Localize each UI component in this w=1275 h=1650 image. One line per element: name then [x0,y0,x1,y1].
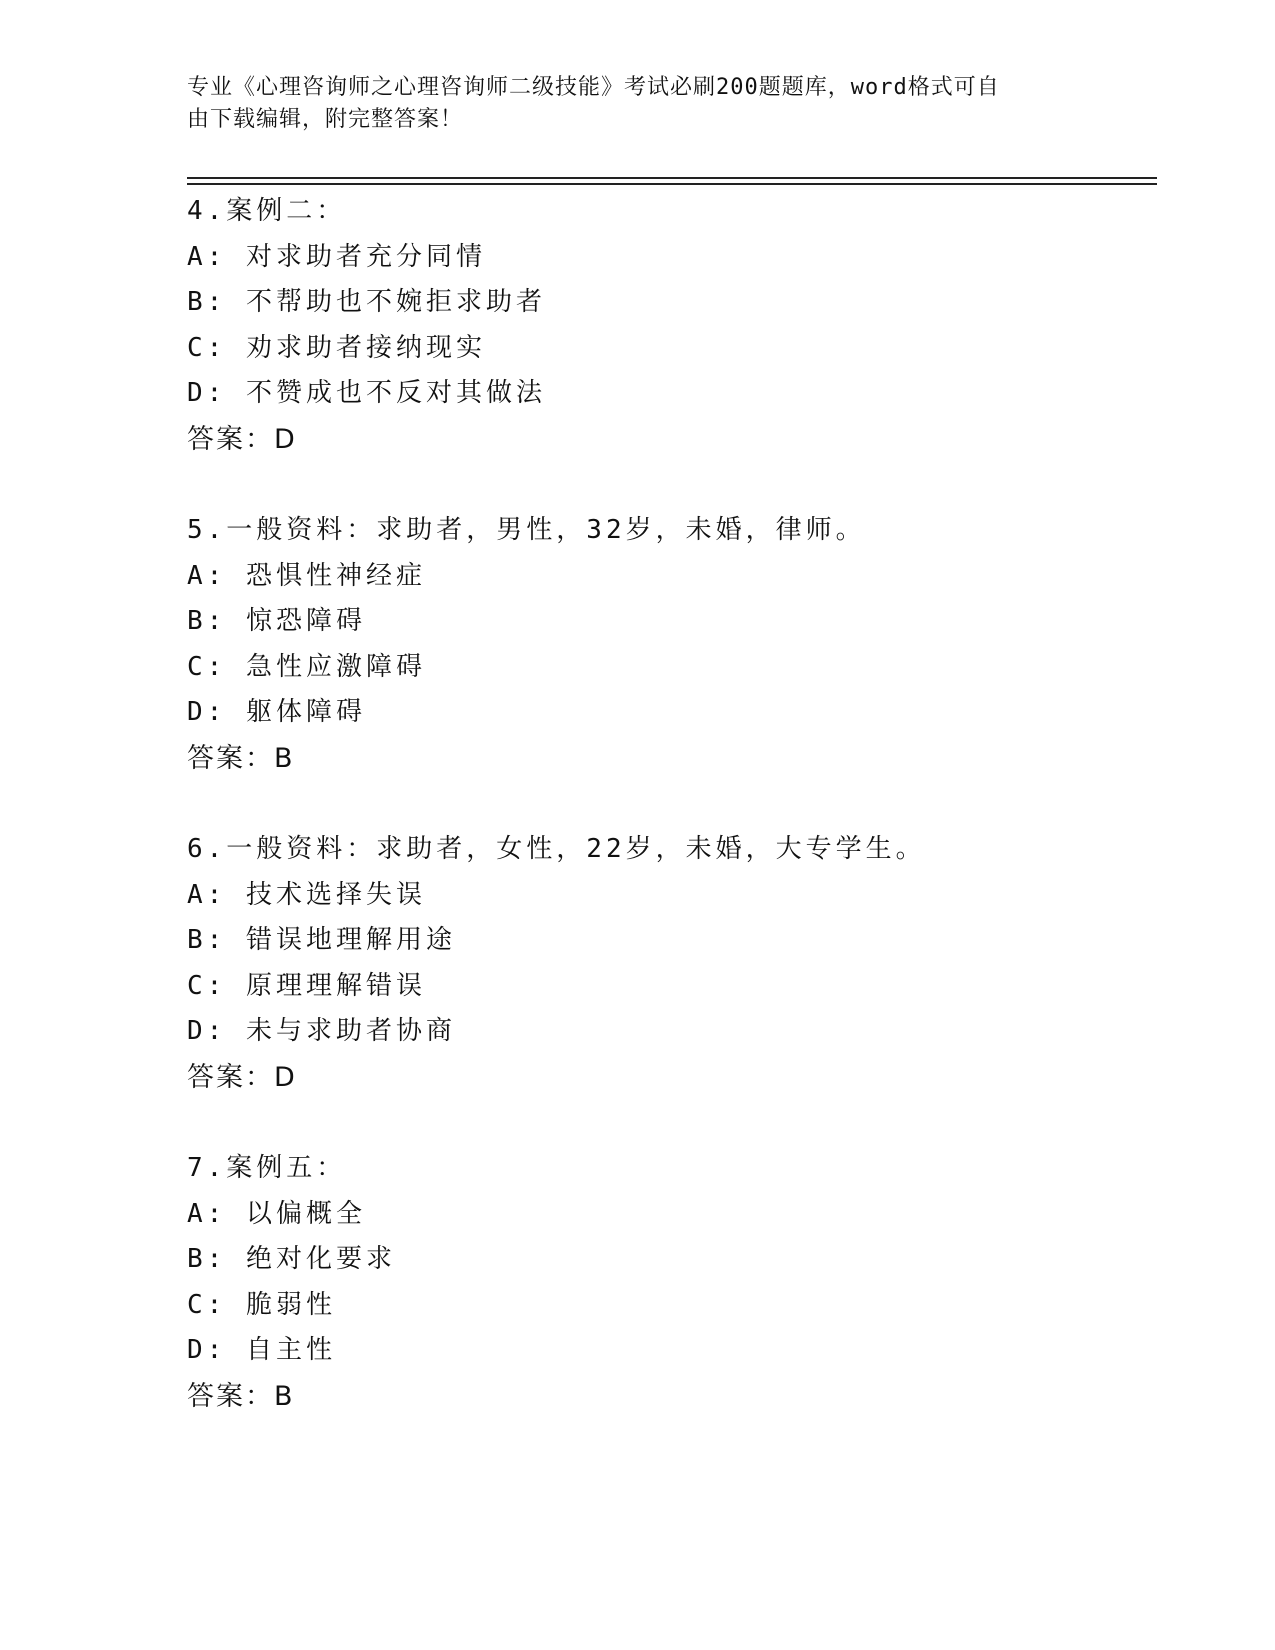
question-5 [187,508,1147,781]
option-b: B: 不帮助也不婉拒求助者 [187,287,546,317]
option-c: C: 原理理解错误 [187,970,426,1001]
question-7 [187,1146,1147,1419]
option-c: C: 急性应激障碍 [187,651,426,682]
option-b: B: 惊恐障碍 [187,606,366,636]
question-stem: 4.案例二： [187,196,347,226]
header-divider-top [187,177,1157,179]
option-c: C: 脆弱性 [187,1289,336,1320]
option-a: A: 恐惧性神经症 [187,560,426,591]
question-stem: 5.一般资料：求助者，男性，32岁，未婚，律师。 [187,515,866,545]
option-b: B: 绝对化要求 [187,1244,396,1274]
question-list [187,189,1147,1465]
option-d: D: 不赞成也不反对其做法 [187,378,546,408]
answer: 答案：D [187,423,297,455]
question-4 [187,189,1147,462]
option-a: A: 对求助者充分同情 [187,241,486,272]
document-header [187,72,1067,136]
option-b: B: 错误地理解用途 [187,925,456,955]
header-line-1: 专业《心理咨询师之心理咨询师二级技能》考试必刷200题题库，word格式可自 [187,75,1000,100]
option-d: D: 躯体障碍 [187,697,366,727]
option-a: A: 以偏概全 [187,1198,366,1229]
option-d: D: 自主性 [187,1335,336,1365]
answer: 答案：B [187,1380,295,1412]
question-stem: 7.案例五： [187,1153,347,1183]
option-c: C: 劝求助者接纳现实 [187,332,486,363]
option-a: A: 技术选择失误 [187,879,426,910]
header-divider-bottom [187,183,1157,185]
question-stem: 6.一般资料：求助者，女性，22岁，未婚，大专学生。 [187,834,926,864]
option-d: D: 未与求助者协商 [187,1016,456,1046]
answer: 答案：D [187,1061,297,1093]
answer: 答案：B [187,742,295,774]
question-6 [187,827,1147,1100]
header-line-2: 由下载编辑，附完整答案！ [187,107,464,132]
